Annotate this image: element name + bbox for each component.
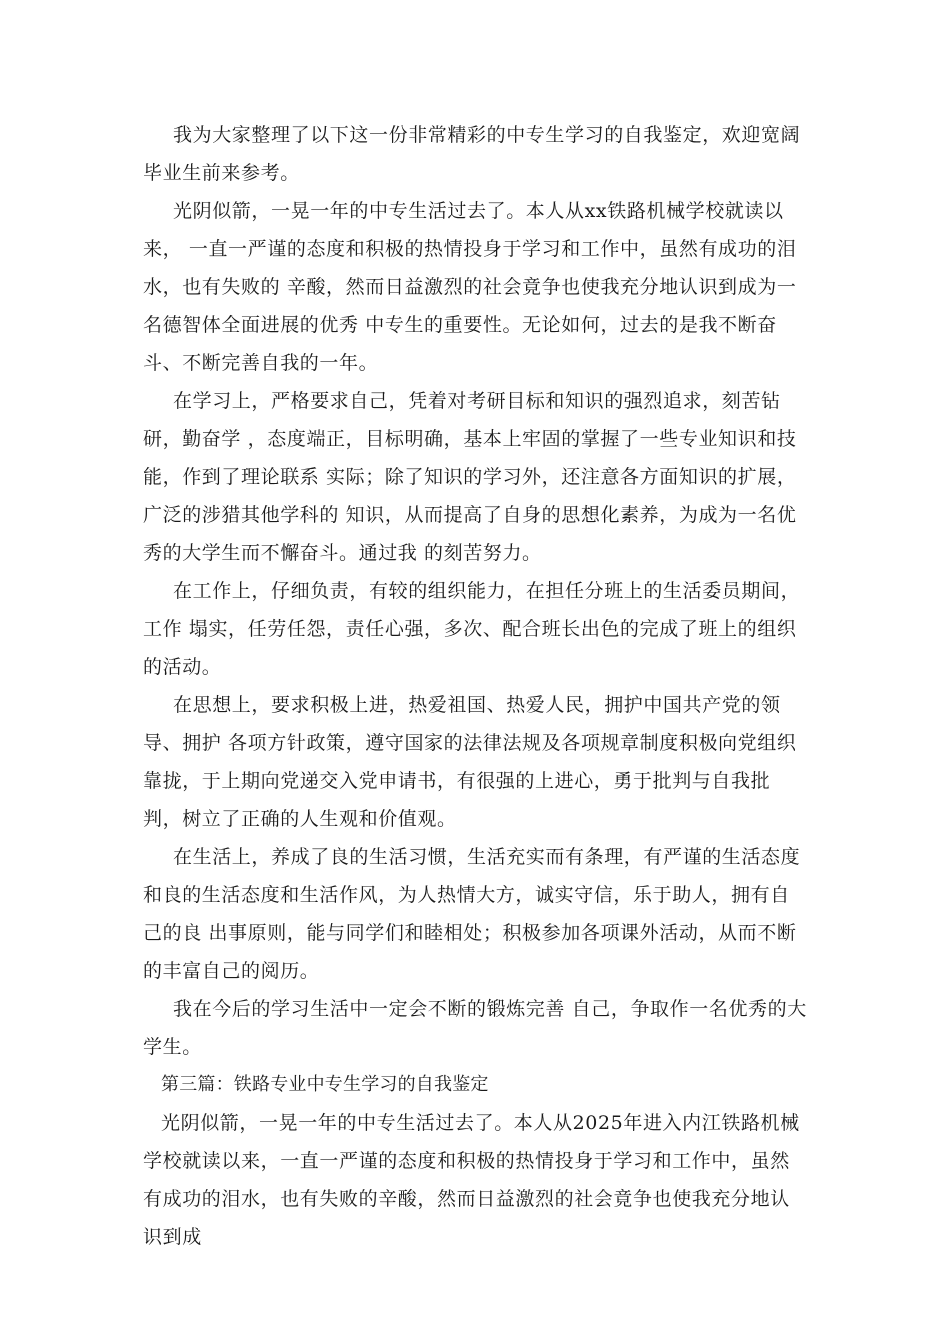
paragraph-life: 在生活上，养成了良的生活习惯，生活充实而有条理，有严谨的生活态度和良的生活态度和生活作风，为人热情大方，诚实守信，乐于助人，拥有自己的良 出事原则，能与同学们和睦相处；积极参加各项课外活动，从而不断的丰富自己的阅历。	[143, 846, 801, 982]
intro-paragraph: 我为大家整理了以下这一份非常精彩的中专生学习的自我鉴定，欢迎宽阔毕业生前来参考。	[143, 124, 801, 184]
paragraph-study: 在学习上，严格要求自己，凭着对考研目标和知识的强烈追求，刻苦钻研，勤奋学 ，态度端正，目标明确，基本上牢固的掌握了一些专业知识和技能，作到了理论联系 实际；除了知识的学习外，还注意各方面知识的扩展，广泛的涉猎其他学科的 知识，从而提高了自身的思想化素养，为成为一名优秀的大学生而不懈奋斗。通过我 的刻苦努力。	[143, 390, 797, 564]
paragraph-conclusion: 我在今后的学习生活中一定会不断的锻炼完善 自己，争取作一名优秀的大学生。	[143, 998, 807, 1058]
paragraph-overview: 光阴似箭，一晃一年的中专生活过去了。本人从xx铁路机械学校就读以来， 一直一严谨的态度和积极的热情投身于学习和工作中，虽然有成功的泪水，也有失败的 辛酸，然而日益激烈的社会竟争也使我充分地认识到成为一名德智体全面进展的优秀 中专生的重要性。无论如何，过去的是我不断奋斗、不断完善自我的一年。	[143, 200, 797, 374]
document-body	[143, 116, 808, 1256]
section-paragraph: 光阴似箭，一晃一年的中专生活过去了。本人从2025年进入内江铁路机械学校就读以来，一直一严谨的态度和积极的热情投身于学习和工作中，虽然有成功的泪水，也有失败的辛酸，然而日益激烈的社会竟争也使我充分地认识到成	[143, 1112, 800, 1248]
paragraph-work: 在工作上，仔细负责，有较的组织能力，在担任分班上的生活委员期间，工作 塌实，任劳任怨，责任心强，多次、配合班长出色的完成了班上的组织的活动。	[143, 580, 801, 678]
section-heading: 第三篇：铁路专业中专生学习的自我鉴定	[161, 1074, 489, 1095]
paragraph-thought: 在思想上，要求积极上进，热爱祖国、热爱人民，拥护中国共产党的领导、拥护 各项方针政策，遵守国家的法律法规及各项规章制度积极向党组织靠拢，于上期向党递交入党申请书，有很强的上进心，勇于批判与自我批判，树立了正确的人生观和价值观。	[143, 694, 797, 830]
